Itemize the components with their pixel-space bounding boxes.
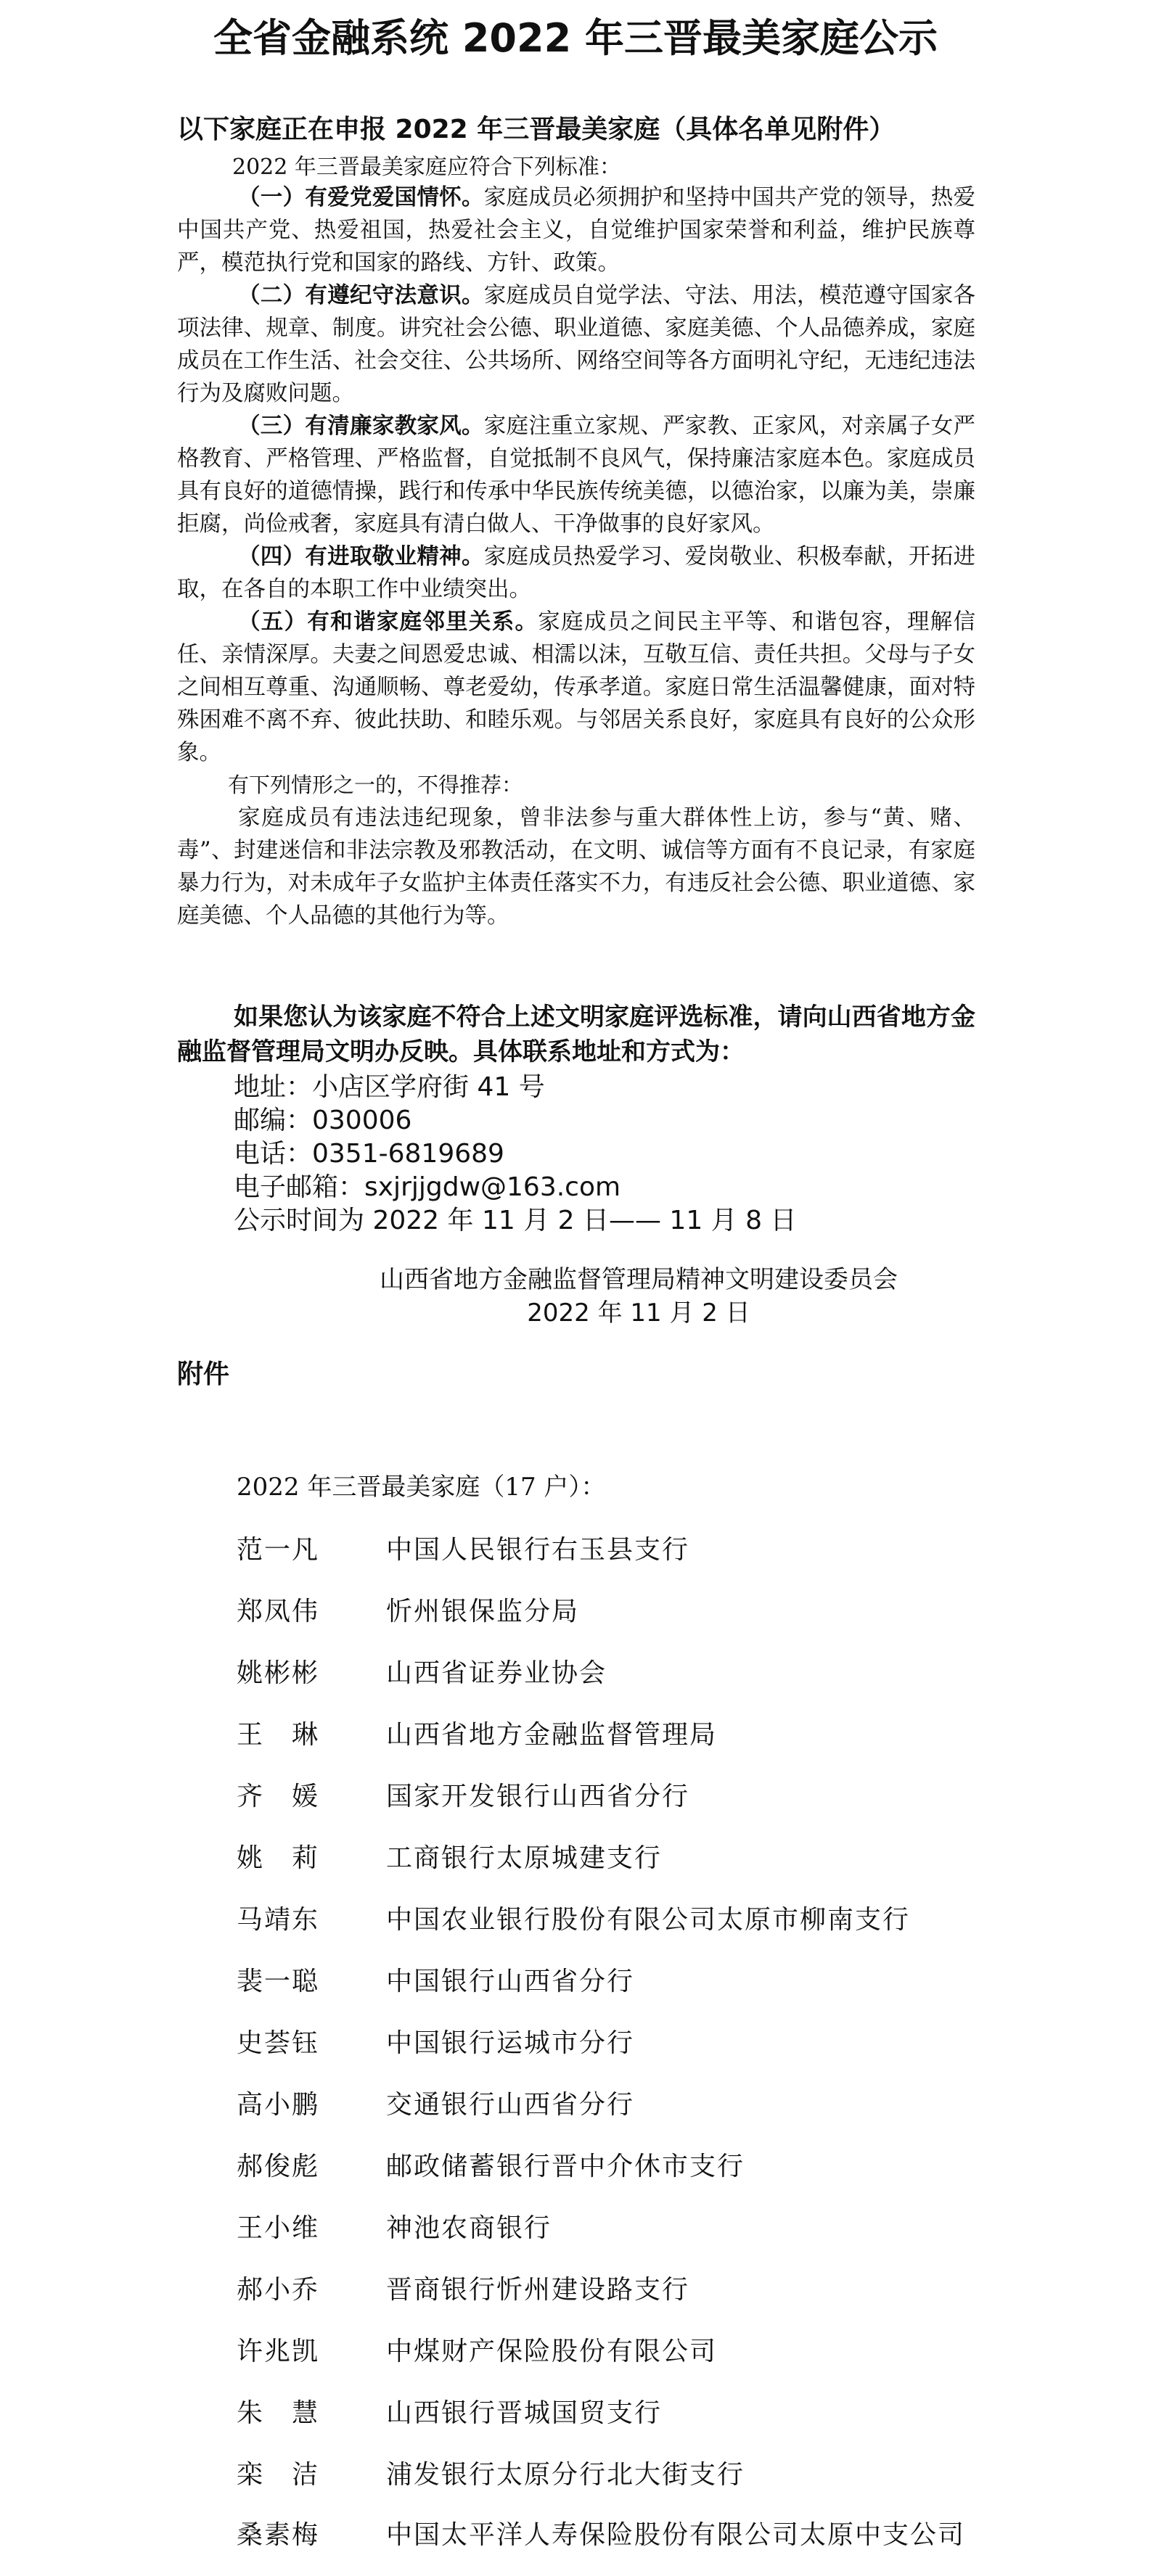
appeal-text: 如果您认为该家庭不符合上述文明家庭评选标准，请向山西省地方金融监督管理局文明办反映。具体联系地址和方式为：: [177, 1003, 975, 1066]
list-item: [0, 2454, 1151, 2516]
family-name: 史荟钰: [237, 2028, 320, 2058]
family-name: 姚彬彬: [237, 1658, 320, 1688]
list-item: [0, 2146, 1151, 2207]
contact-email: 电子邮箱：sxjrjjgdw@163.com: [234, 1172, 621, 1202]
family-org: 中国人民银行右玉县支行: [386, 1535, 690, 1565]
standard-item-3: [177, 410, 975, 540]
family-list-title: 2022 年三晋最美家庭（17 户）：: [237, 1473, 606, 1502]
family-org: 工商银行太原城建支行: [386, 1843, 663, 1873]
family-org: 山西银行晋城国贸支行: [386, 2398, 663, 2428]
list-item: [0, 1714, 1151, 1776]
standard-heading: （五）有和谐家庭邻里关系。: [238, 609, 538, 635]
family-name: 栾 洁: [237, 2460, 320, 2490]
publicity-period: 公示时间为 2022 年 11 月 2 日—— 11 月 8 日: [234, 1206, 797, 1235]
list-item: [0, 1776, 1151, 1838]
family-name: 郝小乔: [237, 2275, 320, 2305]
standard-item-5: [177, 606, 975, 769]
family-name: 范一凡: [237, 1535, 320, 1565]
family-org: 浦发银行太原分行北大街支行: [386, 2460, 745, 2490]
standard-text: 家庭成员之间民主平等、和谐包容，理解信任、亲情深厚。夫妻之间恩爱忠诚、相濡以沫，互敬互信、责任共担。父母与子女之间相互尊重、沟通顺畅、尊老爱幼，传承孝道。家庭日常生活温馨健康，面对特殊困难不离不弃、彼此扶助、和睦乐观。与邻居关系良好，家庭具有良好的公众形象。: [177, 609, 976, 765]
exclusion-text: 家庭成员有违法违纪现象，曾非法参与重大群体性上访，参与“黄、赌、毒”、封建迷信和非法宗教及邪教活动，在文明、诚信等方面有不良记录，有家庭暴力行为，对未成年子女监护主体责任落实不力，有违反社会公德、职业道德、家庭美德、个人品德的其他行为等。: [177, 805, 975, 929]
standard-text: 家庭成员必须拥护和坚持中国共产党的领导，热爱中国共产党、热爱祖国，热爱社会主义，自觉维护国家荣誉和利益，维护民族尊严，模范执行党和国家的路线、方针、政策。: [177, 185, 975, 276]
family-name: 桑素梅: [237, 2520, 320, 2550]
standard-text: 家庭成员热爱学习、爱岗敬业、积极奉献，开拓进取，在各自的本职工作中业绩突出。: [177, 544, 975, 602]
standard-text: 家庭成员自觉学法、守法、用法，模范遵守国家各项法律、规章、制度。讲究社会公德、职业道德、家庭美德、个人品德养成，家庭成员在工作生活、社会交往、公共场所、网络空间等各方面明礼守纪，无违纪违法行为及腐败问题。: [177, 283, 975, 406]
list-item: [0, 2269, 1151, 2331]
signature-org: 山西省地方金融监督管理局精神文明建设委员会: [380, 1265, 898, 1294]
list-item: [0, 2331, 1151, 2392]
attachment-label: 附件: [177, 1359, 230, 1389]
contact-address: 地址：小店区学府街 41 号: [234, 1072, 545, 1102]
family-name: 王 琳: [237, 1720, 320, 1750]
standard-item-2: [177, 279, 975, 410]
family-name: 裴一聪: [237, 1967, 320, 1996]
list-item: [0, 2392, 1151, 2454]
list-item: [0, 1653, 1151, 1714]
standard-item-1: [177, 181, 975, 279]
standards-lead: 2022 年三晋最美家庭应符合下列标准：: [232, 155, 621, 180]
family-name: 朱 慧: [237, 2398, 320, 2428]
signature-date: 2022 年 11 月 2 日: [527, 1299, 750, 1328]
family-org: 神池农商银行: [386, 2213, 552, 2243]
family-name: 郝俊彪: [237, 2152, 320, 2181]
standard-text: 家庭注重立家规、严家教、正家风，对亲属子女严格教育、严格管理、严格监督，自觉抵制不良风气，保持廉洁家庭本色。家庭成员具有良好的道德情操，践行和传承中华民族传统美德，以德治家，以廉为美，崇廉拒腐，尚俭戒奢，家庭具有清白做人、干净做事的良好家风。: [177, 413, 975, 537]
family-name: 郑凤伟: [237, 1597, 320, 1626]
family-name: 许兆凯: [237, 2337, 320, 2366]
page-title: 全省金融系统 2022 年三晋最美家庭公示: [213, 15, 938, 61]
family-name: 齐 媛: [237, 1782, 320, 1811]
list-item: [0, 1899, 1151, 1961]
family-name: 姚 莉: [237, 1843, 320, 1873]
intro-heading: 以下家庭正在申报 2022 年三晋最美家庭（具体名单见附件）: [177, 115, 896, 144]
list-item: [0, 2514, 1151, 2576]
family-org: 交通银行山西省分行: [386, 2090, 635, 2120]
family-org: 中国太平洋人寿保险股份有限公司太原中支公司: [386, 2520, 966, 2550]
list-item: [0, 2207, 1151, 2269]
family-org: 中煤财产保险股份有限公司: [386, 2337, 718, 2366]
list-item: [0, 1961, 1151, 2022]
family-org: 邮政储蓄银行晋中介休市支行: [386, 2152, 745, 2181]
family-name: 王小维: [237, 2213, 320, 2243]
family-org: 中国农业银行股份有限公司太原市柳南支行: [386, 1905, 911, 1935]
standard-heading: （一）有爱党爱国情怀。: [238, 185, 484, 210]
contact-postcode: 邮编：030006: [234, 1106, 412, 1135]
family-name: 马靖东: [237, 1905, 320, 1935]
list-item: [0, 2084, 1151, 2146]
family-org: 国家开发银行山西省分行: [386, 1782, 690, 1811]
list-item: [0, 1591, 1151, 1653]
standard-heading: （二）有遵纪守法意识。: [238, 283, 484, 308]
family-org: 中国银行山西省分行: [386, 1967, 635, 1996]
list-item: [0, 1838, 1151, 1899]
standard-heading: （四）有进取敬业精神。: [238, 544, 484, 569]
standard-heading: （三）有清廉家教家风。: [238, 413, 484, 439]
family-name: 高小鹏: [237, 2090, 320, 2120]
contact-phone: 电话：0351-6819689: [234, 1139, 504, 1169]
list-item: [0, 1529, 1151, 1591]
family-org: 山西省地方金融监督管理局: [386, 1720, 718, 1750]
standard-item-4: [177, 540, 975, 606]
standards-body: [177, 181, 975, 932]
family-org: 中国银行运城市分行: [386, 2028, 635, 2058]
list-item: [0, 2022, 1151, 2084]
family-org: 晋商银行忻州建设路支行: [386, 2275, 690, 2305]
exclusion-lead: 有下列情形之一的，不得推荐：: [228, 773, 523, 797]
family-org: 忻州银保监分局: [386, 1597, 580, 1626]
family-org: 山西省证券业协会: [386, 1658, 607, 1688]
